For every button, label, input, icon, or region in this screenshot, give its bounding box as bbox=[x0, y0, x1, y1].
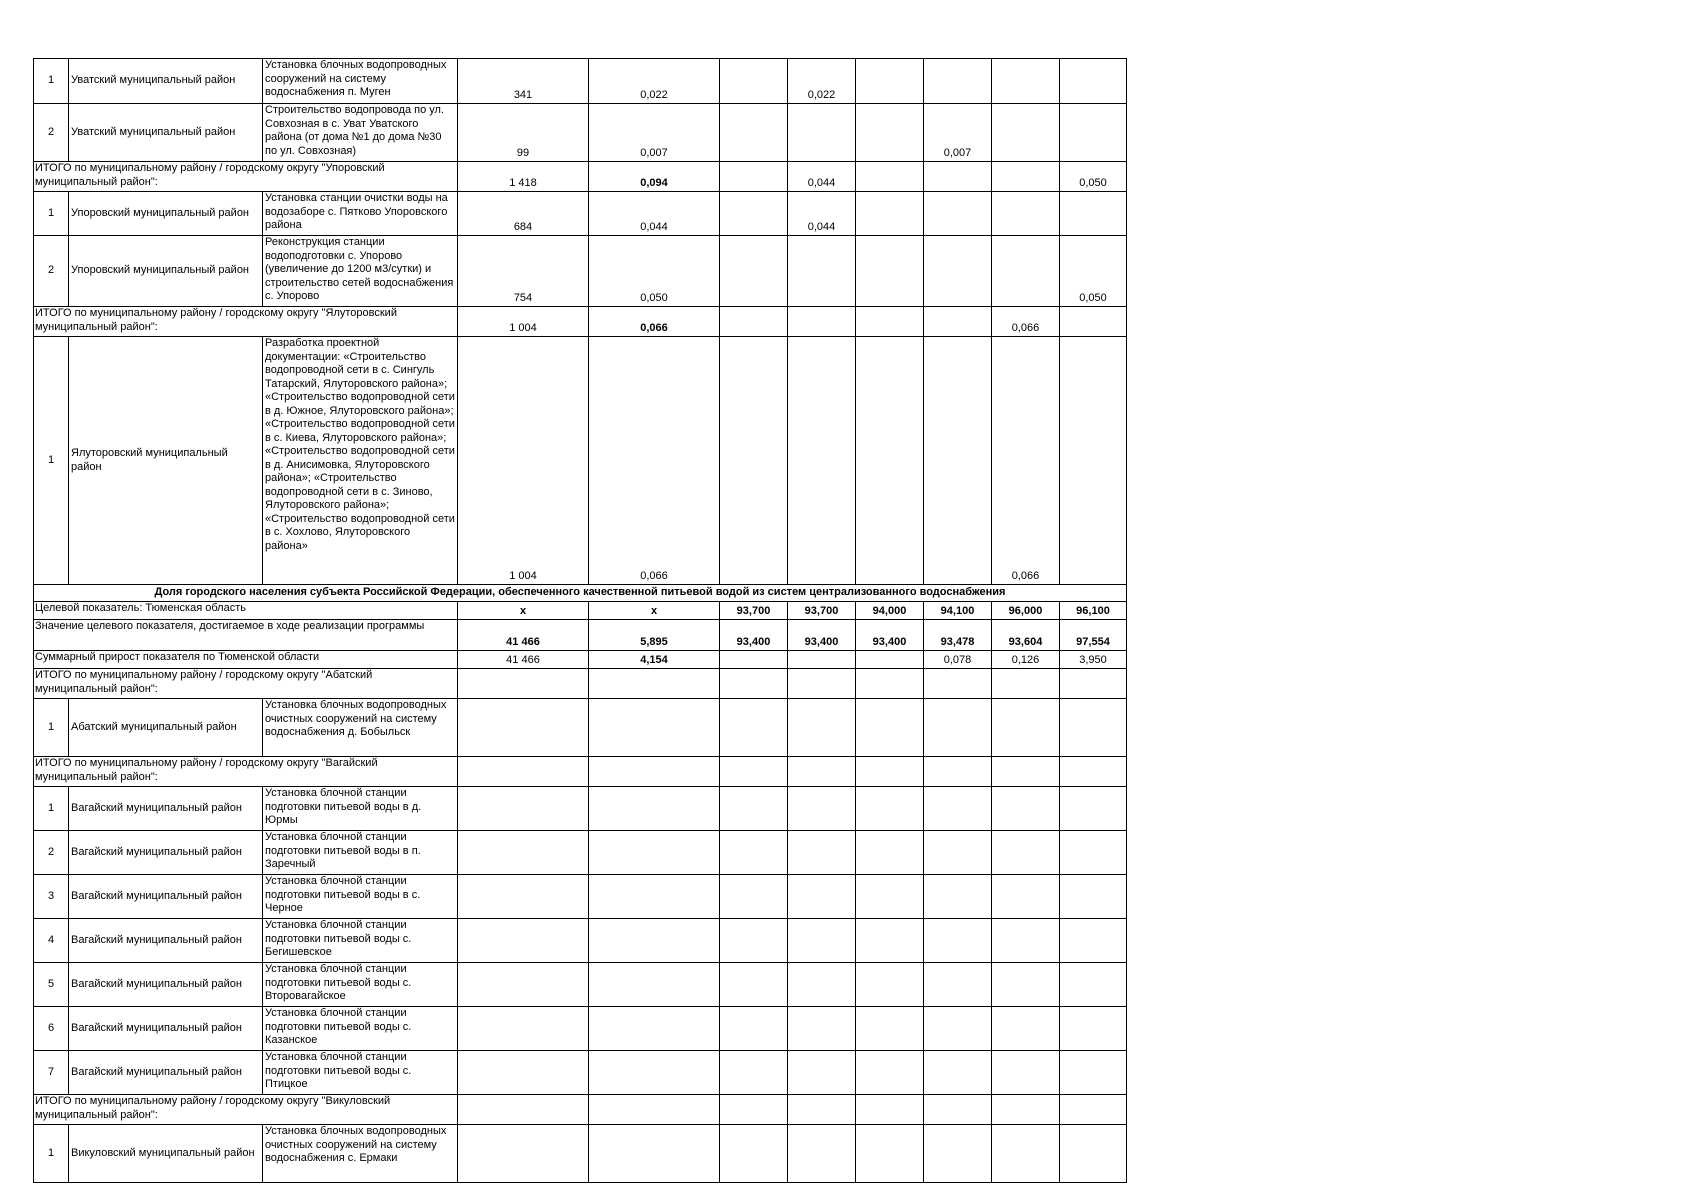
value-cell bbox=[589, 963, 720, 1007]
table-row-item bbox=[34, 831, 1127, 875]
value-cell bbox=[1060, 669, 1127, 699]
value-cell bbox=[992, 59, 1060, 104]
indicator-label-cell: Суммарный прирост показателя по Тюменской области bbox=[34, 651, 458, 669]
value-cell: 0,066 bbox=[589, 307, 720, 337]
value-cell bbox=[1060, 699, 1127, 757]
value-cell bbox=[1060, 875, 1127, 919]
municipality-cell: Ялуторовский муниципальный район bbox=[69, 337, 263, 585]
value-cell bbox=[992, 104, 1060, 162]
table-row-item bbox=[34, 919, 1127, 963]
value-cell: 0,050 bbox=[1060, 236, 1127, 307]
row-number-cell: 1 bbox=[34, 699, 69, 757]
value-cell bbox=[924, 1095, 992, 1125]
value-cell bbox=[720, 669, 788, 699]
value-cell bbox=[924, 919, 992, 963]
table-row-item bbox=[34, 236, 1127, 307]
value-cell: 93,400 bbox=[788, 620, 856, 651]
value-cell bbox=[589, 1007, 720, 1051]
value-cell bbox=[856, 337, 924, 585]
municipality-cell: Вагайский муниципальный район bbox=[69, 831, 263, 875]
value-cell: 0,066 bbox=[589, 337, 720, 585]
value-cell bbox=[720, 699, 788, 757]
value-cell: 93,700 bbox=[720, 602, 788, 620]
value-cell: 341 bbox=[458, 59, 589, 104]
value-cell bbox=[992, 875, 1060, 919]
value-cell bbox=[458, 757, 589, 787]
value-cell bbox=[856, 787, 924, 831]
value-cell: 754 bbox=[458, 236, 589, 307]
value-cell bbox=[924, 875, 992, 919]
measure-description-cell: Установка блочной станции подготовки питьевой воды с. Птицкое bbox=[263, 1051, 458, 1095]
table-row-item bbox=[34, 1051, 1127, 1095]
itogo-label-cell: ИТОГО по муниципальному району / городскому округу "Абатский муниципальный район": bbox=[34, 669, 458, 699]
value-cell bbox=[924, 757, 992, 787]
table-row-item bbox=[34, 875, 1127, 919]
measure-description-cell: Разработка проектной документации: «Строительство водопроводной сети в с. Сингуль Татарский, Ялуторовского района»; «Строительство водопроводной сети в д. Южное, Ялуторовского района»; «Строительство водопроводной сети в с. Киева, Ялуторовского района»; «Строительство водопроводной сети в д. Анисимовка, Ялуторовского района»; «Строительство водопроводной сети в с. Зиново, Ялуторовского района»; «Строительство водопроводной сети в с. Хохлово, Ялуторовского района» bbox=[263, 337, 458, 585]
municipality-cell: Упоровский муниципальный район bbox=[69, 192, 263, 236]
value-cell bbox=[924, 59, 992, 104]
row-number-cell: 1 bbox=[34, 337, 69, 585]
value-cell bbox=[856, 236, 924, 307]
value-cell bbox=[856, 1095, 924, 1125]
value-cell bbox=[1060, 59, 1127, 104]
value-cell bbox=[1060, 757, 1127, 787]
value-cell bbox=[720, 963, 788, 1007]
value-cell bbox=[720, 875, 788, 919]
value-cell: 0,078 bbox=[924, 651, 992, 669]
value-cell: 93,700 bbox=[788, 602, 856, 620]
value-cell bbox=[924, 337, 992, 585]
value-cell bbox=[856, 307, 924, 337]
value-cell bbox=[720, 757, 788, 787]
row-number-cell: 1 bbox=[34, 787, 69, 831]
table-row-item bbox=[34, 699, 1127, 757]
value-cell: х bbox=[458, 602, 589, 620]
value-cell bbox=[788, 919, 856, 963]
value-cell bbox=[1060, 1051, 1127, 1095]
table-row-item bbox=[34, 963, 1127, 1007]
value-cell: 0,007 bbox=[589, 104, 720, 162]
value-cell bbox=[924, 1125, 992, 1183]
value-cell bbox=[856, 669, 924, 699]
value-cell: 3,950 bbox=[1060, 651, 1127, 669]
table-row-itogo bbox=[34, 1095, 1127, 1125]
value-cell bbox=[992, 963, 1060, 1007]
value-cell: 0,007 bbox=[924, 104, 992, 162]
row-number-cell: 5 bbox=[34, 963, 69, 1007]
value-cell bbox=[856, 104, 924, 162]
value-cell: 93,604 bbox=[992, 620, 1060, 651]
value-cell bbox=[1060, 963, 1127, 1007]
value-cell bbox=[856, 1007, 924, 1051]
value-cell bbox=[856, 1125, 924, 1183]
value-cell bbox=[788, 699, 856, 757]
value-cell bbox=[856, 162, 924, 192]
value-cell bbox=[1060, 337, 1127, 585]
spreadsheet-page bbox=[33, 58, 1126, 1183]
value-cell: 1 004 bbox=[458, 307, 589, 337]
value-cell bbox=[720, 192, 788, 236]
value-cell bbox=[992, 1051, 1060, 1095]
value-cell: 0,022 bbox=[788, 59, 856, 104]
itogo-label-cell: ИТОГО по муниципальному району / городскому округу "Упоровский муниципальный район": bbox=[34, 162, 458, 192]
value-cell bbox=[788, 236, 856, 307]
value-cell: 93,400 bbox=[856, 620, 924, 651]
table-row-item bbox=[34, 104, 1127, 162]
value-cell bbox=[720, 337, 788, 585]
value-cell bbox=[924, 236, 992, 307]
value-cell bbox=[992, 1095, 1060, 1125]
value-cell: 0,050 bbox=[1060, 162, 1127, 192]
row-number-cell: 2 bbox=[34, 104, 69, 162]
value-cell: 5,895 bbox=[589, 620, 720, 651]
value-cell bbox=[1060, 787, 1127, 831]
value-cell bbox=[458, 875, 589, 919]
value-cell bbox=[720, 236, 788, 307]
value-cell: 41 466 bbox=[458, 651, 589, 669]
municipality-cell: Вагайский муниципальный район bbox=[69, 1051, 263, 1095]
row-number-cell: 4 bbox=[34, 919, 69, 963]
value-cell bbox=[720, 787, 788, 831]
value-cell bbox=[788, 1125, 856, 1183]
value-cell bbox=[589, 699, 720, 757]
value-cell bbox=[788, 669, 856, 699]
value-cell bbox=[856, 919, 924, 963]
value-cell bbox=[720, 1007, 788, 1051]
value-cell bbox=[720, 1095, 788, 1125]
value-cell bbox=[856, 699, 924, 757]
value-cell bbox=[788, 875, 856, 919]
value-cell bbox=[458, 1007, 589, 1051]
table-body bbox=[34, 59, 1127, 1183]
value-cell: 94,000 bbox=[856, 602, 924, 620]
value-cell: 94,100 bbox=[924, 602, 992, 620]
value-cell bbox=[720, 162, 788, 192]
table-row-indicator bbox=[34, 620, 1127, 651]
itogo-label-cell: ИТОГО по муниципальному району / городскому округу "Вагайский муниципальный район": bbox=[34, 757, 458, 787]
value-cell bbox=[788, 1051, 856, 1095]
table-row-itogo bbox=[34, 162, 1127, 192]
value-cell bbox=[856, 875, 924, 919]
value-cell bbox=[992, 192, 1060, 236]
municipality-cell: Абатский муниципальный район bbox=[69, 699, 263, 757]
value-cell bbox=[458, 1095, 589, 1125]
value-cell bbox=[992, 1007, 1060, 1051]
measure-description-cell: Установка блочной станции подготовки питьевой воды с. Бегишевское bbox=[263, 919, 458, 963]
table-row-itogo bbox=[34, 669, 1127, 699]
row-number-cell: 3 bbox=[34, 875, 69, 919]
value-cell bbox=[720, 651, 788, 669]
value-cell bbox=[992, 757, 1060, 787]
municipality-cell: Вагайский муниципальный район bbox=[69, 787, 263, 831]
value-cell bbox=[856, 1051, 924, 1095]
value-cell bbox=[856, 59, 924, 104]
indicator-label-cell: Целевой показатель: Тюменская область bbox=[34, 602, 458, 620]
value-cell bbox=[992, 669, 1060, 699]
itogo-label-cell: ИТОГО по муниципальному району / городскому округу "Викуловский муниципальный район": bbox=[34, 1095, 458, 1125]
value-cell: 684 bbox=[458, 192, 589, 236]
section-header-cell: Доля городского населения субъекта Российской Федерации, обеспеченного качественной питьевой водой из систем централизованного водоснабжения bbox=[34, 585, 1127, 602]
value-cell: 97,554 bbox=[1060, 620, 1127, 651]
value-cell bbox=[458, 1125, 589, 1183]
value-cell bbox=[924, 669, 992, 699]
table-row-indicator bbox=[34, 602, 1127, 620]
value-cell: 0,066 bbox=[992, 337, 1060, 585]
row-number-cell: 1 bbox=[34, 59, 69, 104]
value-cell bbox=[720, 1051, 788, 1095]
table-row-itogo bbox=[34, 757, 1127, 787]
table-row-item bbox=[34, 337, 1127, 585]
measure-description-cell: Установка блочных водопроводных очистных сооружений на систему водоснабжения с. Ермаки bbox=[263, 1125, 458, 1183]
value-cell bbox=[589, 669, 720, 699]
value-cell bbox=[788, 307, 856, 337]
value-cell bbox=[589, 1051, 720, 1095]
value-cell bbox=[992, 787, 1060, 831]
value-cell: 96,100 bbox=[1060, 602, 1127, 620]
value-cell: 0,044 bbox=[788, 162, 856, 192]
municipality-cell: Вагайский муниципальный район bbox=[69, 963, 263, 1007]
table-row-itogo bbox=[34, 307, 1127, 337]
value-cell bbox=[992, 1125, 1060, 1183]
value-cell bbox=[1060, 1125, 1127, 1183]
value-cell bbox=[856, 831, 924, 875]
municipality-cell: Викуловский муниципальный район bbox=[69, 1125, 263, 1183]
value-cell bbox=[458, 669, 589, 699]
value-cell bbox=[589, 875, 720, 919]
value-cell bbox=[720, 919, 788, 963]
value-cell: 0,094 bbox=[589, 162, 720, 192]
value-cell bbox=[788, 104, 856, 162]
value-cell bbox=[589, 1125, 720, 1183]
value-cell bbox=[589, 787, 720, 831]
value-cell bbox=[992, 162, 1060, 192]
measure-description-cell: Строительство водопровода по ул. Совхозная в с. Уват Уватского района (от дома №1 до дома №30 по ул. Совхозная) bbox=[263, 104, 458, 162]
value-cell bbox=[788, 337, 856, 585]
value-cell bbox=[589, 1095, 720, 1125]
value-cell bbox=[924, 307, 992, 337]
value-cell: 1 418 bbox=[458, 162, 589, 192]
value-cell bbox=[458, 699, 589, 757]
value-cell: 93,478 bbox=[924, 620, 992, 651]
table-row-item bbox=[34, 1007, 1127, 1051]
value-cell: 0,044 bbox=[589, 192, 720, 236]
municipality-cell: Вагайский муниципальный район bbox=[69, 875, 263, 919]
value-cell: 93,400 bbox=[720, 620, 788, 651]
indicator-label-cell: Значение целевого показателя, достигаемое в ходе реализации программы bbox=[34, 620, 458, 651]
value-cell bbox=[992, 831, 1060, 875]
table-row-indicator bbox=[34, 651, 1127, 669]
table-row-item bbox=[34, 59, 1127, 104]
value-cell bbox=[788, 963, 856, 1007]
value-cell: 4,154 bbox=[589, 651, 720, 669]
value-cell bbox=[924, 963, 992, 1007]
municipality-cell: Вагайский муниципальный район bbox=[69, 1007, 263, 1051]
measure-description-cell: Установка блочной станции подготовки питьевой воды в с. Черное bbox=[263, 875, 458, 919]
value-cell bbox=[1060, 104, 1127, 162]
measure-description-cell: Установка блочной станции подготовки питьевой воды в п. Заречный bbox=[263, 831, 458, 875]
value-cell bbox=[788, 651, 856, 669]
value-cell bbox=[924, 699, 992, 757]
value-cell bbox=[856, 192, 924, 236]
table-row-section bbox=[34, 585, 1127, 602]
measure-description-cell: Установка станции очистки воды на водозаборе с. Пятково Упоровского района bbox=[263, 192, 458, 236]
value-cell bbox=[1060, 1095, 1127, 1125]
value-cell bbox=[924, 192, 992, 236]
municipality-cell: Уватский муниципальный район bbox=[69, 59, 263, 104]
value-cell: 99 bbox=[458, 104, 589, 162]
value-cell bbox=[458, 963, 589, 1007]
value-cell bbox=[788, 787, 856, 831]
measure-description-cell: Установка блочных водопроводных сооружений на систему водоснабжения п. Муген bbox=[263, 59, 458, 104]
value-cell bbox=[788, 757, 856, 787]
value-cell bbox=[589, 919, 720, 963]
itogo-label-cell: ИТОГО по муниципальному району / городскому округу "Ялуторовский муниципальный район": bbox=[34, 307, 458, 337]
value-cell bbox=[856, 757, 924, 787]
row-number-cell: 7 bbox=[34, 1051, 69, 1095]
value-cell bbox=[924, 787, 992, 831]
value-cell bbox=[458, 831, 589, 875]
value-cell bbox=[1060, 192, 1127, 236]
measure-description-cell: Реконструкция станции водоподготовки с. Упорово (увеличение до 1200 м3/сутки) и строительство сетей водоснабжения с. Упорово bbox=[263, 236, 458, 307]
value-cell bbox=[924, 831, 992, 875]
municipality-cell: Уватский муниципальный район bbox=[69, 104, 263, 162]
value-cell: 41 466 bbox=[458, 620, 589, 651]
value-cell: х bbox=[589, 602, 720, 620]
value-cell bbox=[720, 1125, 788, 1183]
value-cell: 1 004 bbox=[458, 337, 589, 585]
row-number-cell: 1 bbox=[34, 192, 69, 236]
value-cell bbox=[458, 787, 589, 831]
water-supply-program-table bbox=[33, 58, 1127, 1183]
value-cell bbox=[1060, 307, 1127, 337]
municipality-cell: Вагайский муниципальный район bbox=[69, 919, 263, 963]
value-cell bbox=[992, 699, 1060, 757]
value-cell bbox=[1060, 919, 1127, 963]
value-cell: 96,000 bbox=[992, 602, 1060, 620]
measure-description-cell: Установка блочной станции подготовки питьевой воды в д. Юрмы bbox=[263, 787, 458, 831]
table-row-item bbox=[34, 192, 1127, 236]
value-cell bbox=[924, 1051, 992, 1095]
value-cell bbox=[458, 919, 589, 963]
value-cell: 0,066 bbox=[992, 307, 1060, 337]
value-cell bbox=[720, 104, 788, 162]
value-cell bbox=[992, 919, 1060, 963]
value-cell bbox=[788, 1095, 856, 1125]
value-cell bbox=[788, 831, 856, 875]
value-cell bbox=[992, 236, 1060, 307]
value-cell: 0,126 bbox=[992, 651, 1060, 669]
measure-description-cell: Установка блочной станции подготовки питьевой воды с. Второвагайское bbox=[263, 963, 458, 1007]
row-number-cell: 6 bbox=[34, 1007, 69, 1051]
value-cell bbox=[720, 307, 788, 337]
row-number-cell: 2 bbox=[34, 831, 69, 875]
table-row-item bbox=[34, 1125, 1127, 1183]
value-cell: 0,050 bbox=[589, 236, 720, 307]
value-cell bbox=[720, 59, 788, 104]
value-cell bbox=[788, 1007, 856, 1051]
value-cell bbox=[924, 162, 992, 192]
measure-description-cell: Установка блочных водопроводных очистных сооружений на систему водоснабжения д. Бобыльск bbox=[263, 699, 458, 757]
table-row-item bbox=[34, 787, 1127, 831]
measure-description-cell: Установка блочной станции подготовки питьевой воды с. Казанское bbox=[263, 1007, 458, 1051]
value-cell bbox=[856, 651, 924, 669]
row-number-cell: 2 bbox=[34, 236, 69, 307]
row-number-cell: 1 bbox=[34, 1125, 69, 1183]
value-cell bbox=[1060, 1007, 1127, 1051]
value-cell bbox=[589, 831, 720, 875]
municipality-cell: Упоровский муниципальный район bbox=[69, 236, 263, 307]
value-cell bbox=[589, 757, 720, 787]
value-cell bbox=[720, 831, 788, 875]
value-cell bbox=[458, 1051, 589, 1095]
value-cell bbox=[924, 1007, 992, 1051]
value-cell: 0,044 bbox=[788, 192, 856, 236]
value-cell bbox=[856, 963, 924, 1007]
value-cell bbox=[1060, 831, 1127, 875]
value-cell: 0,022 bbox=[589, 59, 720, 104]
